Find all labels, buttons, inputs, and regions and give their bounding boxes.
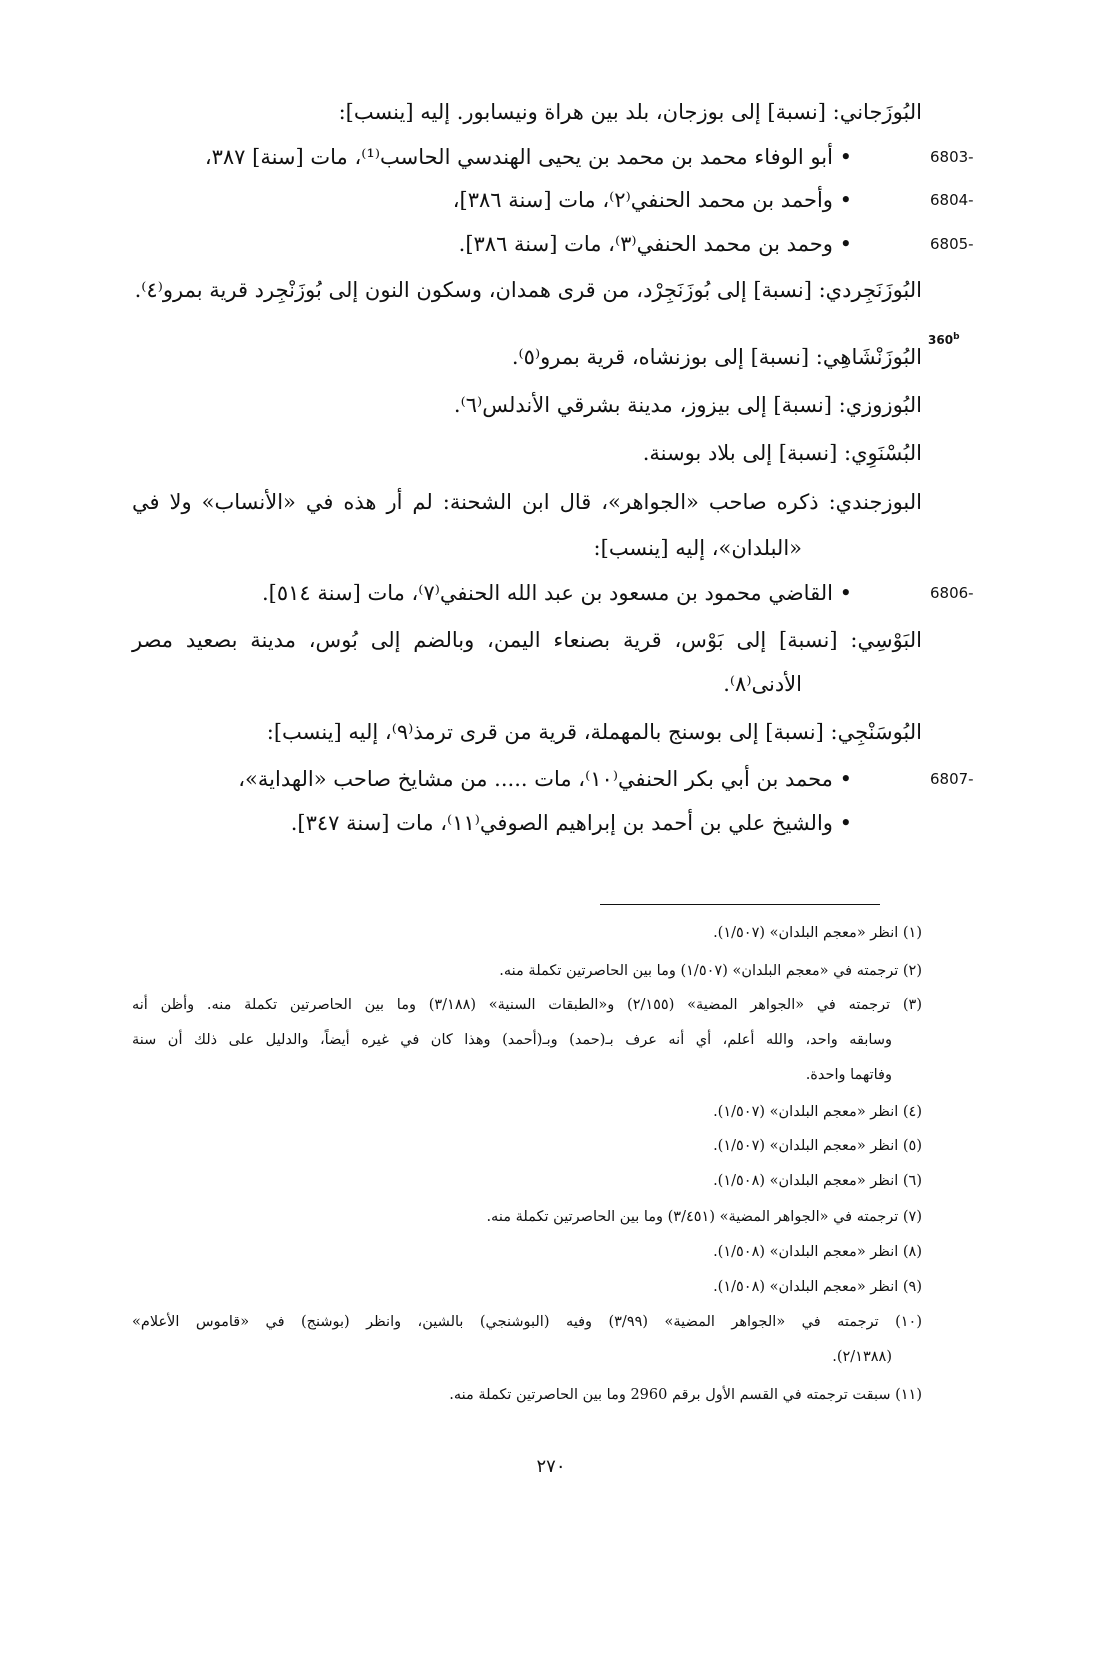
entry-line-6: البُوزَنْشَاهِي: [نسبة] إلى بوزنشاه، قرية بمرو⁽٥⁾. xyxy=(511,345,922,369)
entry-line-7: البُوزوزي: [نسبة] إلى بيزوز، مدينة بشرقي الأندلس⁽٦⁾. xyxy=(453,393,922,417)
entry-line-12: البَوْسِي: [نسبة] إلى بَوْس، قرية بصنعاء اليمن، وبالضم إلى بُوس، مدينة بصعيد مصر xyxy=(132,628,922,652)
footnote-5: (٥) انظر «معجم البلدان» (١/٥٠٧). xyxy=(713,1138,922,1154)
entry-line-16: • والشيخ علي بن أحمد بن إبراهيم الصوفي⁽١١⁾، مات [سنة ٣٤٧]. xyxy=(290,811,852,835)
entry-number: 6804- xyxy=(930,191,974,209)
footnote-3-cont: وسابقه واحد، والله أعلم، أي أنه عرف بـ(حمد) وبـ(أحمد) وهذا كان في غيره أيضاً، والدليل على ذلك أن سنة xyxy=(132,1032,892,1048)
entry-line-14: البُوسَنْجِي: [نسبة] إلى بوسنج بالمهملة، قرية من قرى ترمذ⁽٩⁾، إليه [ينسب]: xyxy=(266,720,922,744)
entry-line-4: • وحمد بن محمد الحنفي⁽٣⁾، مات [سنة ٣٨٦]. xyxy=(458,232,852,256)
manuscript-folio-marker xyxy=(928,332,960,347)
entry-number: 6803- xyxy=(930,148,974,166)
footnote-6: (٦) انظر «معجم البلدان» (١/٥٠٨). xyxy=(713,1173,922,1189)
footnote-separator xyxy=(600,904,880,905)
footnote-11: (١١) سبقت ترجمته في القسم الأول برقم 2960 وما بين الحاصرتين تكملة منه. xyxy=(449,1387,922,1403)
entry-line-9: البوزجندي: ذكره صاحب «الجواهر»، قال ابن الشحنة: لم أر هذه في «الأنساب» ولا في xyxy=(132,490,922,514)
footnote-7: (٧) ترجمته في «الجواهر المضية» (٣/٤٥١) وما بين الحاصرتين تكملة منه. xyxy=(486,1209,922,1225)
entry-line-10: «البلدان»، إليه [ينسب]: xyxy=(593,536,802,560)
entry-line-8: البُسْنَوِي: [نسبة] إلى بلاد بوسنة. xyxy=(642,441,922,465)
footnote-3: (٣) ترجمته في «الجواهر المضية» (٢/١٥٥) و«الطبقات السنية» (٣/١٨٨) وما بين الحاصرتين تكملة منه. وأظن أنه xyxy=(132,997,922,1013)
entry-line-2: • أبو الوفاء محمد بن محمد بن يحيى الهندسي الحاسب⁽¹⁾، مات [سنة] ٣٨٧، xyxy=(204,145,852,169)
page-number: ٢٧٠ xyxy=(536,1456,566,1477)
entry-line-13: الأدنى⁽٨⁾. xyxy=(723,672,802,696)
footnote-9: (٩) انظر «معجم البلدان» (١/٥٠٨). xyxy=(713,1279,922,1295)
footnote-1: (١) انظر «معجم البلدان» (١/٥٠٧). xyxy=(713,925,922,941)
entry-number: 6807- xyxy=(930,770,974,788)
entry-number: 6806- xyxy=(930,584,974,602)
entry-number: 6805- xyxy=(930,235,974,253)
entry-line-1: البُوزَجاني: [نسبة] إلى بوزجان، بلد بين هراة ونيسابور. إليه [ينسب]: xyxy=(338,100,922,124)
footnote-2: (٢) ترجمته في «معجم البلدان» (١/٥٠٧) وما بين الحاصرتين تكملة منه. xyxy=(499,963,922,979)
folio-side: b xyxy=(953,332,960,342)
footnote-3-cont: وفاتهما واحدة. xyxy=(805,1067,892,1083)
folio-number: 360 xyxy=(928,333,954,347)
footnote-10: (١٠) ترجمته في «الجواهر المضية» (٣/٩٩) وفيه (البوشنجي) بالشين، وانظر (بوشنج) في «قاموس الأعلام» xyxy=(132,1314,922,1330)
entry-line-3: • وأحمد بن محمد الحنفي⁽٢⁾، مات [سنة ٣٨٦]، xyxy=(452,188,852,212)
entry-line-5: البُوزَنَجِردي: [نسبة] إلى بُوزَنَجِرْد، من قرى همدان، وسكون النون إلى بُوزَنْجِرد قرية بمرو⁽٤⁾. xyxy=(134,278,922,302)
footnote-8: (٨) انظر «معجم البلدان» (١/٥٠٨). xyxy=(713,1244,922,1260)
footnote-10-cont: (٢/١٣٨٨). xyxy=(832,1349,892,1365)
entry-line-15: • محمد بن أبي بكر الحنفي⁽١٠⁾، مات ..... من مشايخ صاحب «الهداية»، xyxy=(238,767,852,791)
footnote-4: (٤) انظر «معجم البلدان» (١/٥٠٧). xyxy=(713,1104,922,1120)
entry-line-11: • القاضي محمود بن مسعود بن عبد الله الحنفي⁽٧⁾، مات [سنة ٥١٤]. xyxy=(261,581,852,605)
